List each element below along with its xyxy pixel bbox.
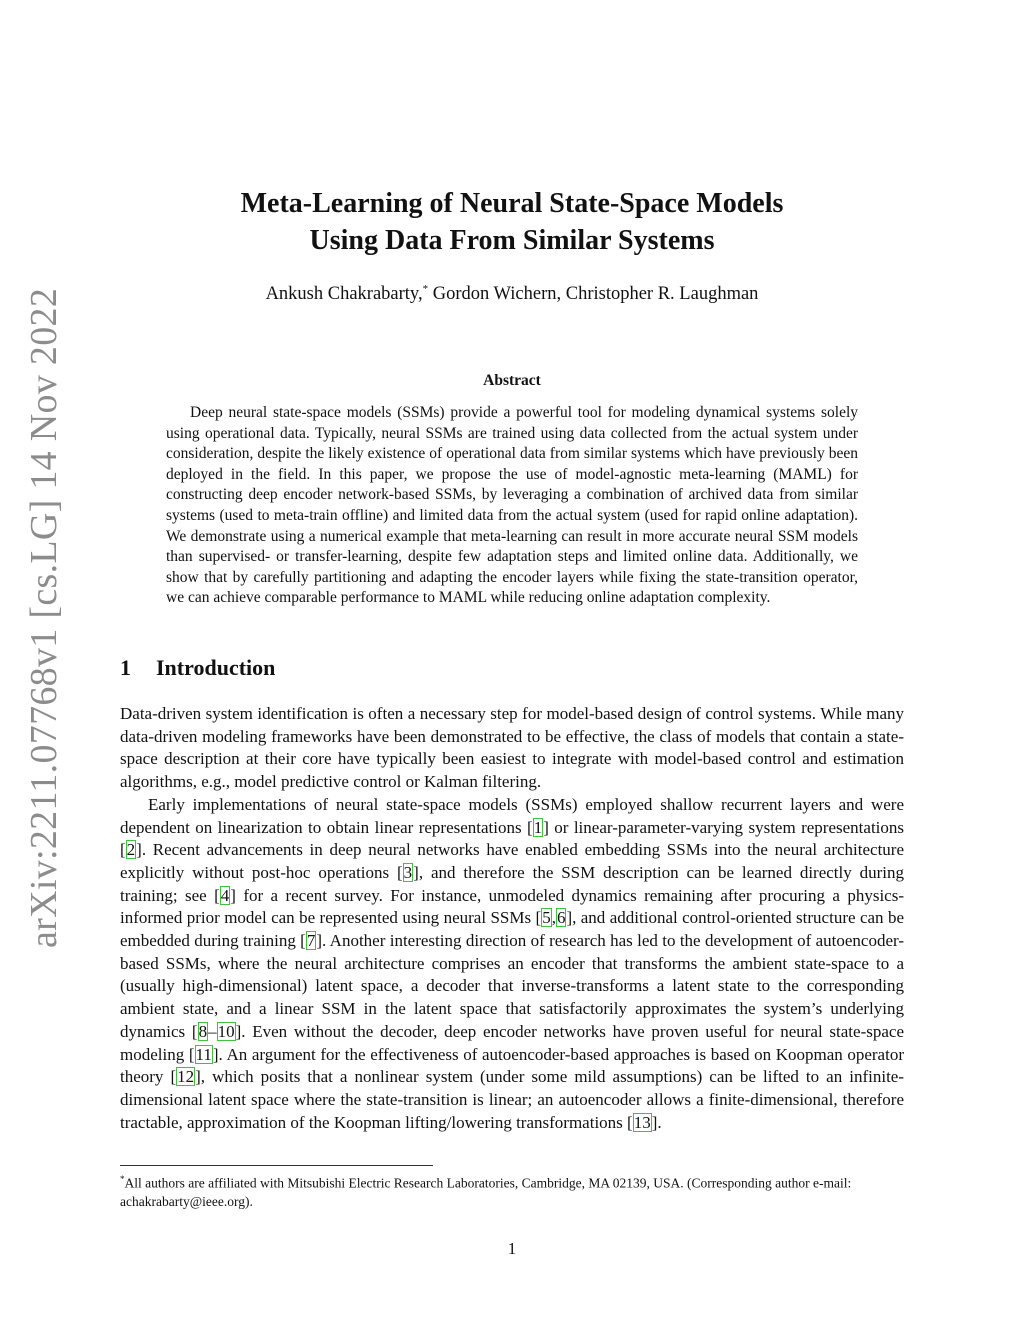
text-run: ]. xyxy=(651,1112,662,1132)
intro-paragraph-2 xyxy=(120,794,904,1135)
text-run: ] for a recent survey. For instance, unmodeled dynamics remaining after procuring a physics-informed prior model can be represented using neural SSMs [ xyxy=(120,885,904,928)
text-run: ]. Recent advancements in deep neural networks have enabled embedding SSMs into the neural architecture explicitly without post-hoc operations [ xyxy=(120,840,904,882)
page-number: 1 xyxy=(507,1239,517,1258)
footnote-mark: * xyxy=(120,1174,125,1184)
first-author: Ankush Chakrabarty, xyxy=(265,284,423,305)
section-number: 1 xyxy=(120,655,131,680)
citation-link[interactable]: 6 xyxy=(556,908,566,928)
text-run: ], and therefore the SSM description can be learned directly during training; see [ xyxy=(120,862,904,905)
text-run: ]. Even without the decoder, deep encoder networks have proven useful for neural state-space modeling [ xyxy=(120,1021,904,1064)
abstract-paragraph: Deep neural state-space models (SSMs) provide a powerful tool for modeling dynamical systems solely using operational data. Typically, neural SSMs are trained using data collected from the actual system under consideration, despite the likely existence of operational data from similar systems which have previously been deployed in the field. In this paper, we propose the use of model-agnostic meta-learning (MAML) for constructing deep encoder network-based SSMs, by leveraging a combination of archived data from similar systems (used to meta-train offline) and limited data from the actual system (used for rapid online adaptation). We demonstrate using a numerical example that meta-learning can result in more accurate neural SSM models than supervised- or transfer-learning, despite few adaptation steps and limited online data. Additionally, we show that by carefully partitioning and adapting the encoder layers while fixing the state-transition operator, we can achieve comparable performance to MAML while reducing online adaptation complexity. xyxy=(166,404,858,607)
citation-link[interactable]: 8 xyxy=(198,1021,208,1041)
citation-link[interactable]: 3 xyxy=(403,862,413,882)
paper-title xyxy=(120,185,904,259)
text-run: ], which posits that a nonlinear system (under some mild assumptions) can be lifted to an infinite-dimensional latent space where the state-transition is linear; an autoencoder allows a finite-dimensional, therefore tractable, approximation of the Koopman lifting/lowering transformations [ xyxy=(120,1067,905,1132)
abstract-body xyxy=(166,403,858,609)
citation-link[interactable]: 11 xyxy=(195,1044,212,1064)
title-line-2: Using Data From Similar Systems xyxy=(309,225,715,256)
citation-link[interactable]: 2 xyxy=(126,840,136,860)
text-run: , xyxy=(551,908,556,928)
introduction-body xyxy=(120,703,904,1134)
citation-link[interactable]: 12 xyxy=(177,1067,195,1087)
citation-link[interactable]: 1 xyxy=(533,817,543,837)
intro-paragraph-1: Data-driven system identification is often a necessary step for model-based design of control systems. While many data-driven modeling frameworks have been demonstrated to be effective, the class of models that contain a state-space description at their core have typically been easiest to integrate with model-based control and estimation algorithms, e.g., model predictive control or Kalman filtering. xyxy=(120,704,904,792)
footnote-text: All authors are affiliated with Mitsubishi Electric Research Laboratories, Cambridge, MA 02139, USA. (Corresponding author e-mail: achakrabarty@ieee.org). xyxy=(120,1175,852,1209)
text-run: ], and additional control-oriented structure can be embedded during training [ xyxy=(120,908,904,951)
footnote xyxy=(120,1170,904,1211)
text-run: – xyxy=(208,1021,217,1041)
citation-link[interactable]: 5 xyxy=(542,908,551,928)
arxiv-identifier-stamp: arXiv:2211.07768v1 [cs.LG] 14 Nov 2022 xyxy=(23,287,65,948)
citation-link[interactable]: 7 xyxy=(306,931,316,951)
text-run: ]. Another interesting direction of research has led to the development of autoencoder-based SSMs, where the neural architecture comprises an encoder that transforms the ambient state-space to a (usually high-dimensional) latent space, a decoder that inverse-transforms a latent state to the corresponding ambient state, and a linear SSM in the latent space that satisfactorily approximates the system’s underlying dynamics [ xyxy=(120,931,904,1041)
citation-link[interactable]: 10 xyxy=(217,1021,235,1041)
text-run: Early implementations of neural state-space models (SSMs) employed shallow recurrent layers and were dependent on linearization to obtain linear representations [ xyxy=(120,794,904,837)
text-run: ]. An argument for the effectiveness of autoencoder-based approaches is based on Koopman operator theory [ xyxy=(120,1044,904,1087)
section-heading-introduction xyxy=(120,655,275,681)
footnote-divider xyxy=(120,1165,433,1166)
text-run: ] or linear-parameter-varying system representations [ xyxy=(120,817,905,860)
section-title: Introduction xyxy=(156,655,276,680)
author-footnote-mark[interactable]: * xyxy=(422,283,429,295)
title-line-1: Meta-Learning of Neural State-Space Models xyxy=(240,188,784,219)
abstract-heading: Abstract xyxy=(483,372,541,389)
author-list xyxy=(120,283,904,305)
citation-link[interactable]: 4 xyxy=(220,885,230,905)
other-authors: Gordon Wichern, Christopher R. Laughman xyxy=(428,284,759,305)
citation-link[interactable]: 13 xyxy=(633,1112,651,1132)
